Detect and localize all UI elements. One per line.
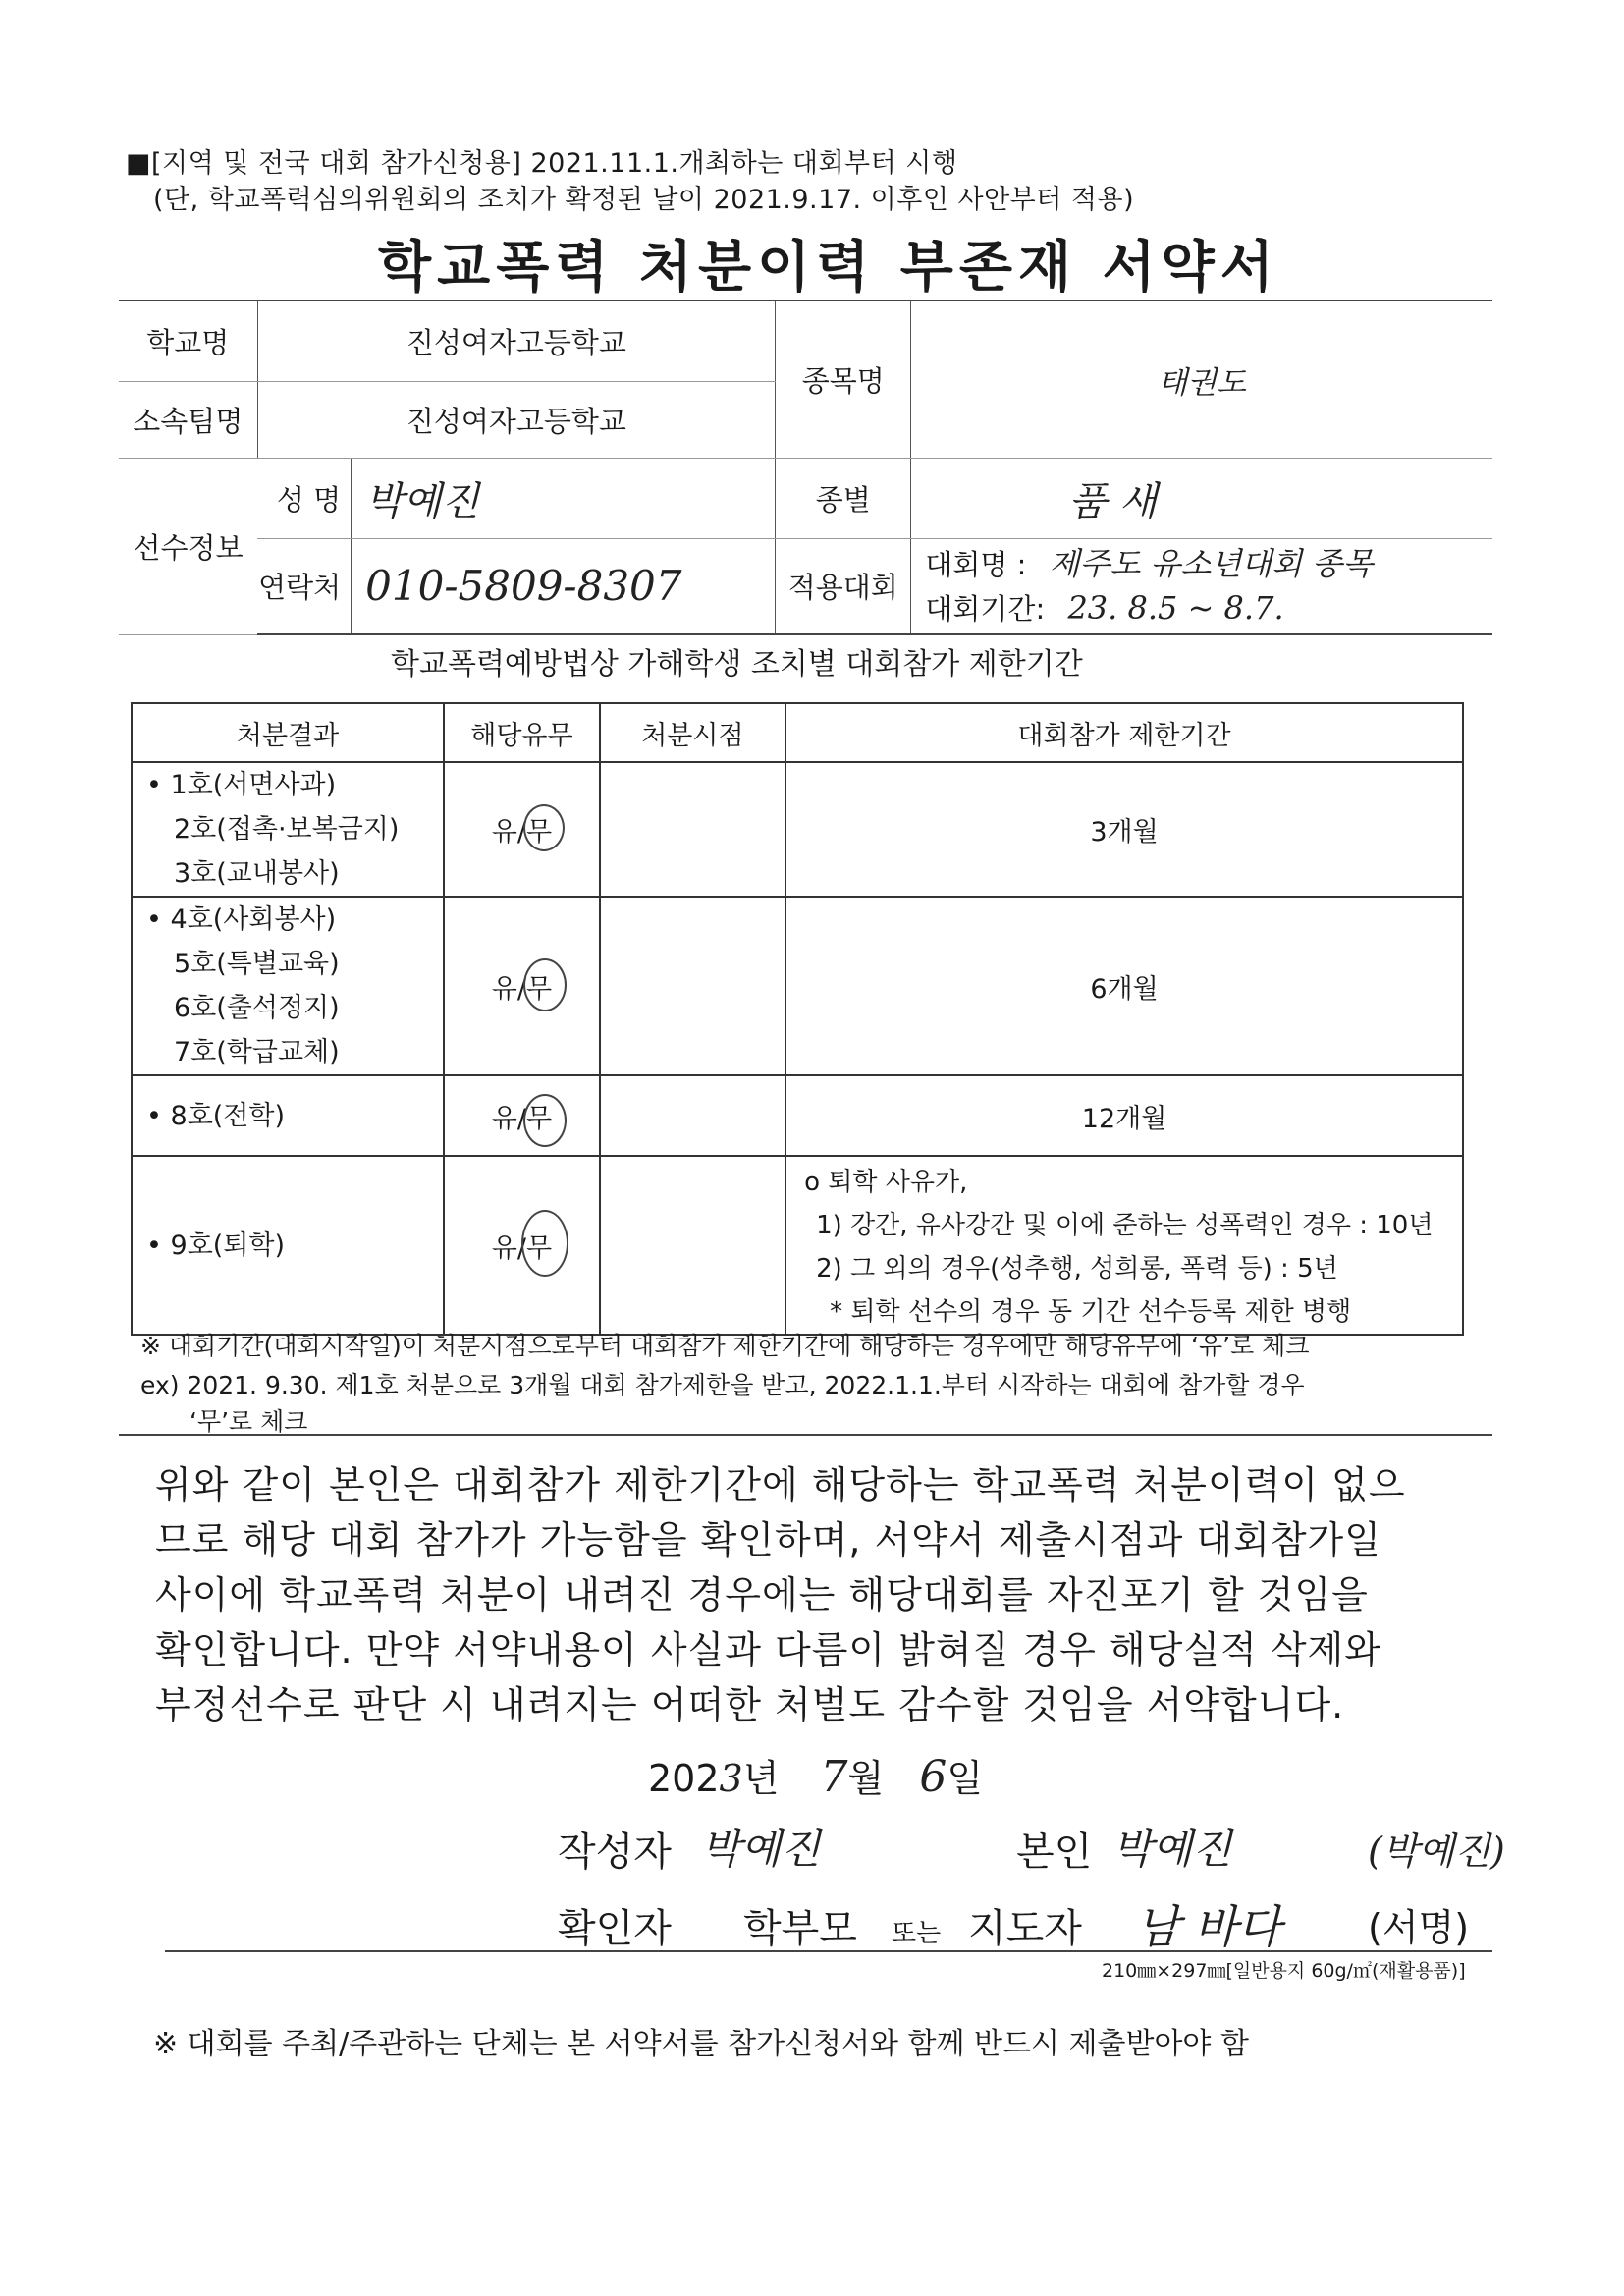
writer-value: 박예진 xyxy=(701,1825,821,1873)
header-notice-line2: (단, 학교폭력심의위원회의 조치가 확정된 날이 2021.9.17. 이후인 사안부터 적용) xyxy=(153,185,1135,215)
applicable-check: 유/무 xyxy=(444,762,600,897)
header-notice-line1: ■[지역 및 전국 대회 참가신청용] 2021.11.1.개최하는 대회부터 시행 xyxy=(126,148,958,179)
contact-value: 010-5809-8307 xyxy=(352,538,776,634)
restriction-subtitle: 학교폭력예방법상 가해학생 조치별 대회참가 제한기간 xyxy=(391,647,1083,682)
coach-value: 남 바다 xyxy=(1136,1900,1281,1953)
divider xyxy=(119,1434,1492,1436)
table-row xyxy=(132,762,1463,897)
pledge-paragraph: 위와 같이 본인은 대회참가 제한기간에 해당하는 학교폭력 처분이력이 없으 므로 해당 대회 참가가 가능함을 확인하며, 서약서 제출시점과 대회참가일 사이에 학교폭력 처분이 내려진 경우에는 해당대회를 자진포기 할 것임을 확인합니다. 만약 서약내용이 사실과 다름이 밝혀질 경우 해당실적 삭제와 부정선수로 판단 시 내려지는 어떠한 처벌도 감수할 것임을 서약합니다. xyxy=(155,1463,1406,1726)
document-title: 학교폭력 처분이력 부존재 서약서 xyxy=(378,236,1279,300)
school-label: 학교명 xyxy=(119,301,257,381)
note-check-rule: ※ 대회기간(대회시작일)이 처분시점으로부터 대회참가 제한기간에 해당하는 경우에만 해당유무에 ‘유’로 체크 xyxy=(140,1332,1310,1360)
col-header-applicable: 해당유무 xyxy=(444,703,600,762)
player-info-label: 선수정보 xyxy=(119,458,257,634)
applicable-check: 유/무 xyxy=(444,1156,600,1335)
parent-label: 학부모 xyxy=(743,1906,857,1951)
school-value: 진성여자고등학교 xyxy=(257,301,776,381)
applicable-check: 유/무 xyxy=(444,1075,600,1156)
event-label: 종목명 xyxy=(776,301,911,458)
applied-competition-label: 적용대회 xyxy=(776,538,911,634)
col-header-disposal-time: 처분시점 xyxy=(600,703,785,762)
col-header-result: 처분결과 xyxy=(132,703,444,762)
coach-label: 지도자 xyxy=(968,1906,1082,1951)
col-header-restriction-period: 대회참가 제한기간 xyxy=(785,703,1463,762)
team-value: 진성여자고등학교 xyxy=(257,381,776,458)
pledge-date: 2023년 7월 6일 xyxy=(648,1752,984,1802)
info-table xyxy=(119,300,1492,635)
self-signature: (박예진) xyxy=(1368,1830,1505,1873)
self-label: 본인 xyxy=(1016,1830,1093,1875)
table-row xyxy=(132,1156,1463,1335)
restriction-period: 3개월 xyxy=(785,762,1463,897)
team-label: 소속팀명 xyxy=(119,381,257,458)
confirmer-label: 확인자 xyxy=(558,1906,672,1951)
writer-label: 작성자 xyxy=(558,1830,672,1875)
paper-spec: 210㎜×297㎜[일반용지 60g/㎡(재활용품)] xyxy=(1102,1960,1466,1982)
competition-name-value: 제주도 유소년대회 종목 xyxy=(1049,544,1374,582)
disposal-time-cell xyxy=(600,762,785,897)
contact-label: 연락처 xyxy=(257,538,352,634)
disposal-items: • 4호(사회봉사) 5호(특별교육) 6호(출석정지) 7호(학급교체) xyxy=(132,897,444,1075)
self-value: 박예진 xyxy=(1112,1825,1232,1873)
pen-circle-mark xyxy=(523,1094,567,1147)
disposal-time-cell xyxy=(600,1156,785,1335)
pen-circle-mark xyxy=(523,804,565,851)
competition-name-label: 대회명 : xyxy=(925,547,1027,581)
restriction-table xyxy=(131,702,1464,1336)
disposal-items: • 8호(전학) xyxy=(132,1075,444,1156)
disposal-items: • 9호(퇴학) xyxy=(132,1156,444,1335)
disposal-items: • 1호(서면사과) 2호(접촉·보복금지) 3호(교내봉사) xyxy=(132,762,444,897)
note-example: ex) 2021. 9.30. 제1호 처분으로 3개월 대회 참가제한을 받고, 2022.1.1.부터 시작하는 대회에 참가할 경우 xyxy=(140,1371,1305,1399)
coach-signature: (서명) xyxy=(1368,1906,1470,1949)
category-value: 품 새 xyxy=(911,458,1492,538)
name-label: 성 명 xyxy=(257,458,352,538)
note-example-cont: ‘무’로 체크 xyxy=(189,1407,308,1436)
restriction-period: 12개월 xyxy=(785,1075,1463,1156)
applied-competition-cell xyxy=(911,538,1492,634)
applicable-check: 유/무 xyxy=(444,897,600,1075)
competition-period-value: 23. 8.5 ~ 8.7. xyxy=(1067,588,1284,627)
or-label: 또는 xyxy=(892,1919,942,1948)
divider xyxy=(165,1950,1492,1952)
expulsion-period-detail: o 퇴학 사유가, 1) 강간, 유사강간 및 이에 준하는 성폭력인 경우 : 10년 2) 그 외의 경우(성추행, 성희롱, 폭력 등) : 5년 * 퇴학 선수의 경우 동 기간 선수등록 제한 병행 xyxy=(785,1156,1463,1335)
category-label: 종별 xyxy=(776,458,911,538)
name-value: 박예진 xyxy=(352,458,776,538)
competition-period-label: 대회기간: xyxy=(925,591,1046,626)
event-value: 태권도 xyxy=(911,301,1492,458)
pen-circle-mark xyxy=(523,958,567,1011)
table-row xyxy=(132,897,1463,1075)
footer-note: ※ 대회를 주최/주관하는 단체는 본 서약서를 참가신청서와 함께 반드시 제출받아야 함 xyxy=(153,2027,1249,2061)
disposal-time-cell xyxy=(600,1075,785,1156)
disposal-time-cell xyxy=(600,897,785,1075)
table-row xyxy=(132,1075,1463,1156)
pen-circle-mark xyxy=(521,1210,568,1277)
restriction-period: 6개월 xyxy=(785,897,1463,1075)
